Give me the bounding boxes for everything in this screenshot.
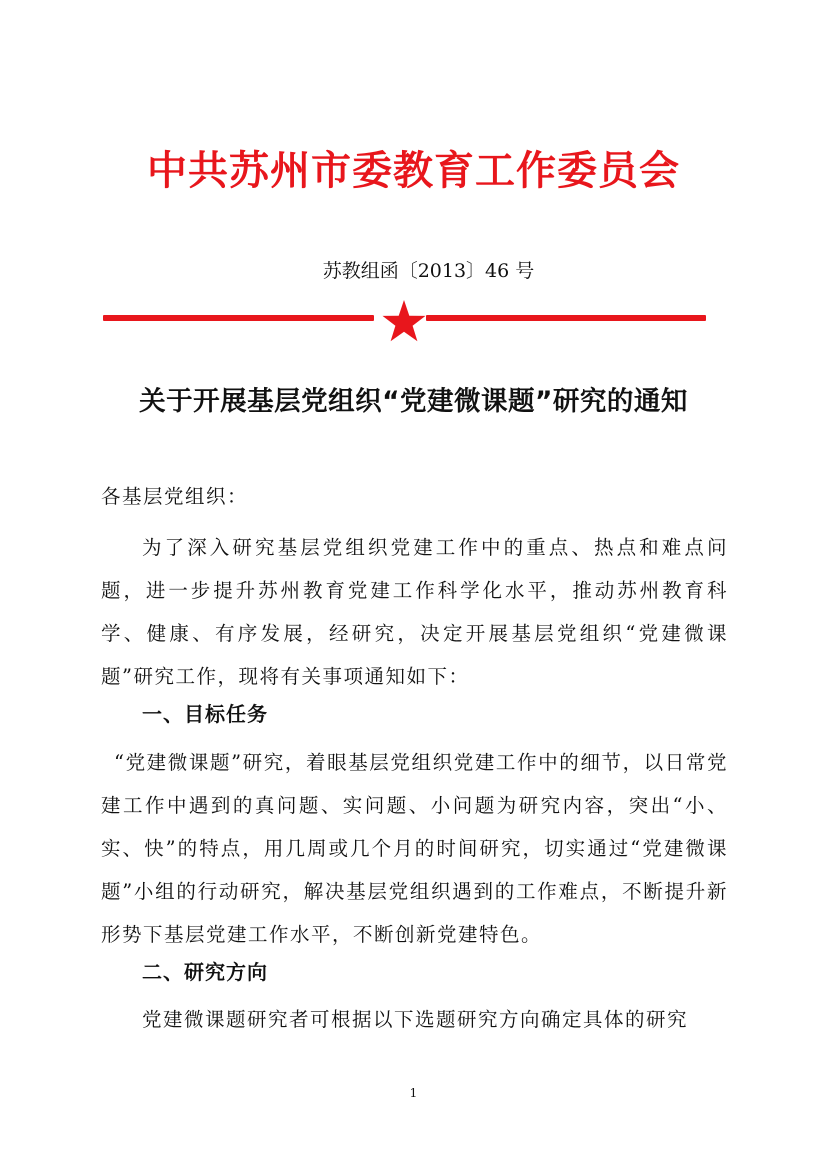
section-goals-paragraph: “党建微课题”研究，着眼基层党组织党建工作中的细节，以日常党建工作中遇到的真问题、实问题、小问题为研究内容，突出“小、实、快”的特点，用几周或几个月的时间研究，切实通过“党建微课题”小组的行动研究，解决基层党组织遇到的工作难点，不断提升新形势下基层党建工作水平，不断创新党建特色。 [101,751,728,946]
divider-line-right [426,315,706,321]
document-number: 苏教组函〔2013〕46 号 [322,260,535,282]
intro-paragraph: 为了深入研究基层党组织党建工作中的重点、热点和难点问题，进一步提升苏州教育党建工作科学化水平，推动苏州教育科学、健康、有序发展，经研究，决定开展基层党组织“党建微课题”研究工作，现将有关事项通知如下： [101,536,728,688]
section-heading-direction: 二、研究方向 [142,960,268,984]
red-divider [103,299,706,345]
document-title: 关于开展基层党组织“党建微课题”研究的通知 [139,386,688,417]
issuing-organization: 中共苏州市委教育工作委员会 [147,147,680,194]
salutation: 各基层党组织： [101,485,249,508]
section-direction-paragraph: 党建微课题研究者可根据以下选题研究方向确定具体的研究 [142,1008,689,1031]
star-icon [381,299,427,343]
section-heading-goals: 一、目标任务 [142,702,268,726]
divider-line-left [103,315,374,321]
page-number: 1 [409,1086,418,1100]
